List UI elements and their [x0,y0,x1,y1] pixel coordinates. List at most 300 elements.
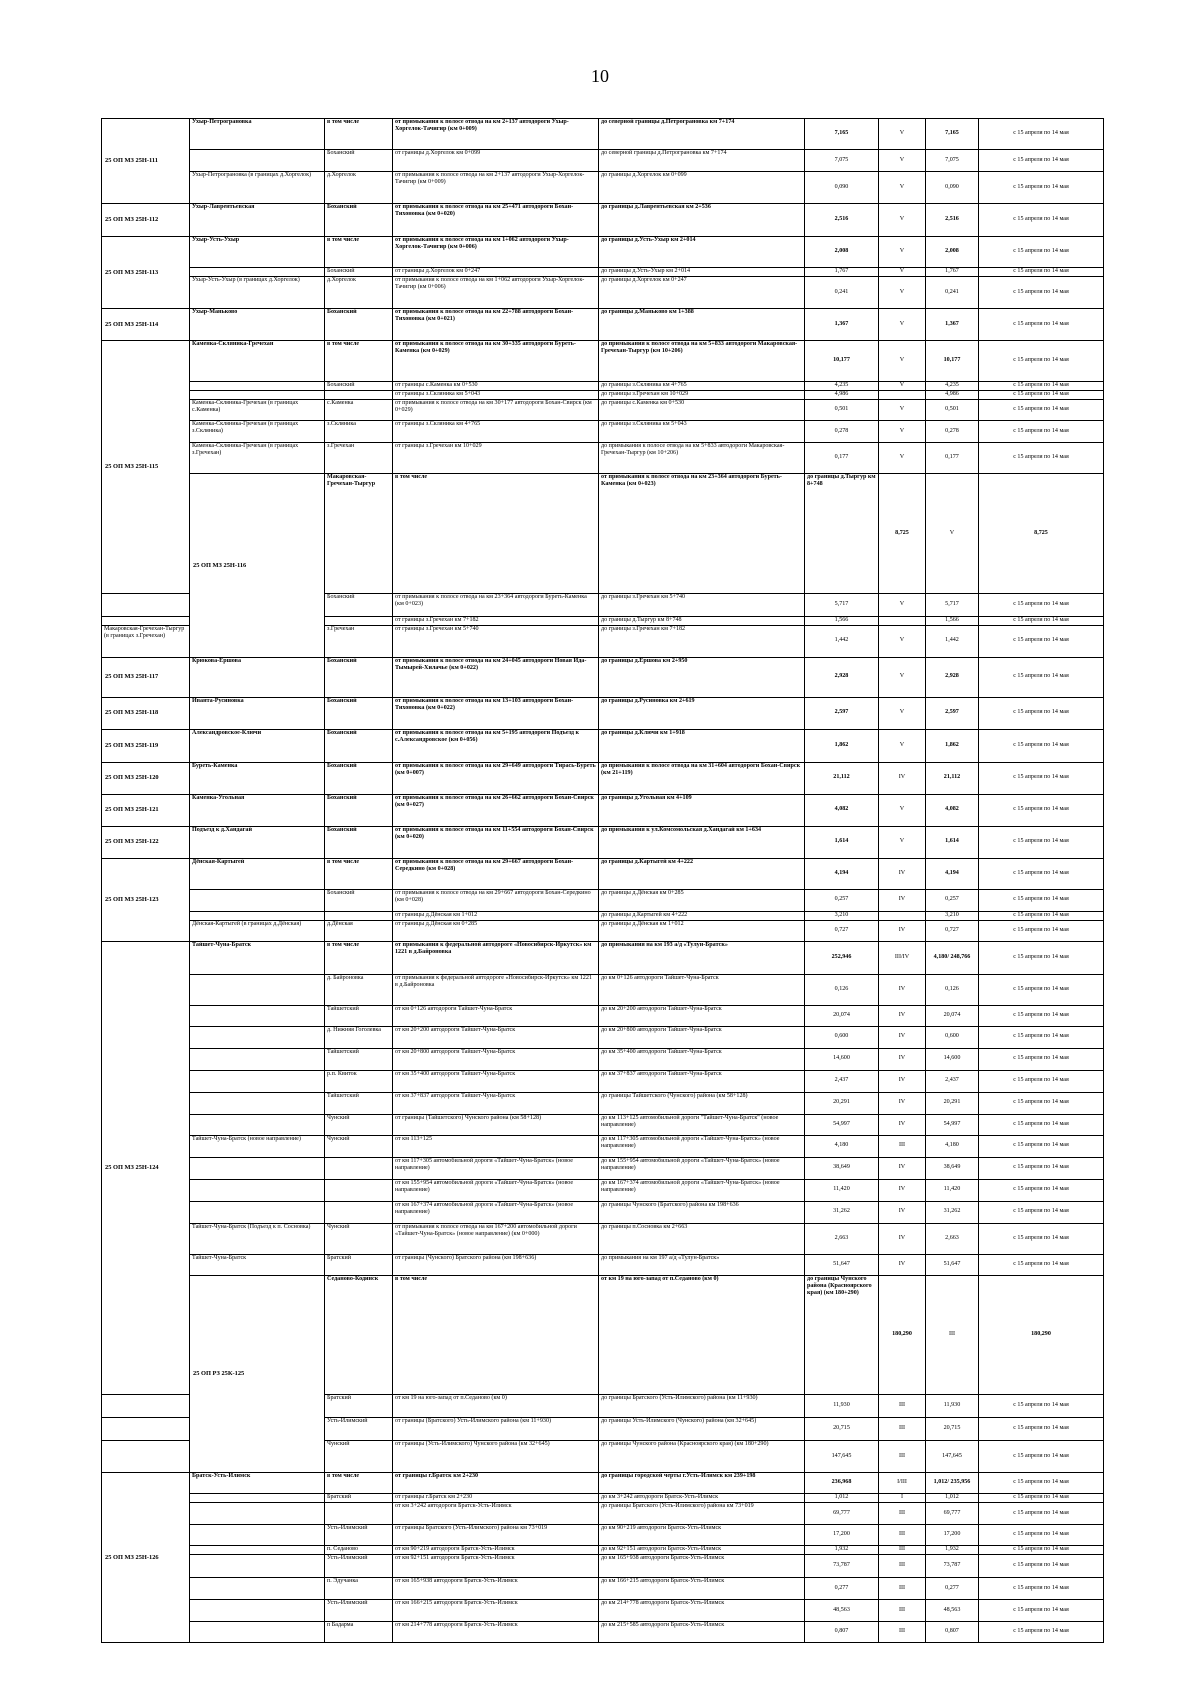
period-cell: с 15 апреля по 14 мая [979,400,1104,421]
to-cell: до км 166+215 автодороги Братск-Усть-Илимск [599,1578,805,1600]
district-cell: в том числе [325,941,393,974]
from-cell: от км 3+242 автодороги Братск-Усть-Илимск [393,1503,599,1525]
to-cell: до примыкания к ул.Комсомольская д.Хандагай км 1+634 [599,826,805,858]
road-id-cell: 25 ОП МЗ 25Н-119 [102,729,190,762]
to-cell: до границы з.Скляника км 5+043 [599,421,805,443]
category-cell: IV [879,1048,926,1070]
category-cell: IV [879,974,926,1005]
to-cell: до км 0+126 автодороги Тайшет-Чуна-Братск [599,974,805,1005]
from-cell: от примыкания к полосе отвода на км 29+649 автодороги Тирась-Буреть (км 0+007) [393,762,599,794]
road-name-cell [190,150,325,172]
district-cell: Боханский [325,794,393,826]
table-row [102,1026,1104,1048]
period-cell: с 15 апреля по 14 мая [979,657,1104,697]
district-cell [325,1503,393,1525]
category-cell: III/IV [879,941,926,974]
district-cell: Боханский [325,593,393,616]
district-cell: в том числе [325,1473,393,1494]
length-total-cell: 17,200 [926,1525,979,1546]
category-cell: III [879,1600,926,1622]
road-name-cell [190,1578,325,1600]
road-id-cell: 25 ОП МЗ 25Н-113 [102,237,190,309]
length-cell: 2,516 [805,204,879,237]
length-total-cell: 14,600 [926,1048,979,1070]
district-cell: Боханский [325,204,393,237]
to-cell: до границы Чунского района (Красноярского края) (км 180+290) [805,1275,879,1395]
road-name-cell [102,1418,190,1441]
category-cell: IV [879,858,926,889]
length-total-cell: 31,262 [926,1201,979,1223]
district-cell: Боханский [325,762,393,794]
period-cell: с 15 апреля по 14 мая [979,1179,1104,1201]
category-cell: IV [879,1114,926,1135]
road-name-cell: Крюкова-Ершова [190,657,325,697]
road-registry-table [101,118,1104,1643]
length-cell: 147,645 [805,1441,879,1473]
district-cell: в том числе [393,1275,599,1395]
table-row [102,309,1104,341]
length-cell: 180,290 [879,1275,926,1395]
to-cell: до границы д.Усть-Ухыр км 2+014 [599,237,805,268]
period-cell: с 15 апреля по 14 мая [979,593,1104,616]
length-total-cell: 7,165 [926,119,979,150]
length-cell: 54,997 [805,1114,879,1135]
length-cell: 17,200 [805,1525,879,1546]
length-total-cell: 4,180 [926,1135,979,1157]
length-cell: 0,600 [805,1026,879,1048]
road-name-cell [102,1395,190,1418]
district-cell: з.Скляника [325,421,393,443]
period-cell: с 15 апреля по 14 мая [979,625,1104,657]
length-total-cell: 2,928 [926,657,979,697]
category-cell: V [879,657,926,697]
table-row [102,1223,1104,1254]
to-cell: до границы д.Ершова км 2+950 [599,657,805,697]
road-registry-body [102,119,1104,1643]
length-total-cell: 4,180/ 248,766 [926,941,979,974]
road-name-cell: Ухыр-Петрограновка (в границах д.Хоргелок) [190,172,325,204]
to-cell: до границы д.Хоргелок км 0+247 [599,277,805,309]
road-name-cell: Тайшет-Чуна-Братск [190,1254,325,1275]
length-total-cell: 5,717 [926,593,979,616]
from-cell: от км 19 на юго-запад от п.Седаново (км 0) [393,1395,599,1418]
category-cell: III [879,1555,926,1578]
length-total-cell: 0,501 [926,400,979,421]
period-cell: с 15 апреля по 14 мая [979,1005,1104,1026]
length-total-cell: 3,210 [926,911,979,920]
road-name-cell [190,974,325,1005]
from-cell: от примыкания к полосе отвода на км 167+200 автомобильной дороги «Тайшет-Чуна-Братск» (новое направление) (км 0+000) [393,1223,599,1254]
length-total-cell: 73,787 [926,1555,979,1578]
length-total-cell: 1,367 [926,309,979,341]
road-name-cell: Тайшет-Чуна-Братск [190,941,325,974]
district-cell: в том числе [325,858,393,889]
road-name-cell: Александровское-Ключи [190,729,325,762]
category-cell: V [879,593,926,616]
from-cell: от границы (Братского) Усть-Илимского района (км 11+930) [393,1418,599,1441]
to-cell: до км 20+800 автодороги Тайшет-Чуна-Братск [599,1026,805,1048]
from-cell: от примыкания к полосе отвода на км 2+137 автодороги Ухыр-Хоргелок-Тачигир (км 0+009) [393,172,599,204]
length-cell: 2,437 [805,1070,879,1092]
table-row [102,1555,1104,1578]
district-cell: Братский [325,1494,393,1503]
length-total-cell: 1,442 [926,625,979,657]
road-name-cell [190,1600,325,1622]
road-name-cell [190,1005,325,1026]
from-cell: от границы г.Братск км 2+230 [393,1473,599,1494]
road-id-cell: 25 ОП МЗ 25Н-126 [102,1473,190,1643]
from-cell: от примыкания к полосе отвода на км 1+062 автодороги Ухыр-Хоргелок-Тачигир (км 0+006) [393,277,599,309]
category-cell: V [879,826,926,858]
period-cell: с 15 апреля по 14 мая [979,1441,1104,1473]
length-cell: 1,566 [805,616,879,625]
road-name-cell: Каменка-Скляника-Гречехан (в границах с.Каменка) [190,400,325,421]
road-id-cell: 25 ОП МЗ 25Н-120 [102,762,190,794]
to-cell: до границы з.Гречехан км 7+182 [599,625,805,657]
from-cell: от границы д.Дёнская км 1+012 [393,911,599,920]
period-cell: с 15 апреля по 14 мая [979,941,1104,974]
table-row [102,697,1104,729]
length-total-cell: 2,008 [926,237,979,268]
district-cell: п. Седаново [325,1546,393,1555]
district-cell: Боханский [325,729,393,762]
from-cell: от примыкания к федеральной автодороге «Новосибирск-Иркутск» км 1221 в д.Байроновка [393,974,599,1005]
road-name-cell [190,1179,325,1201]
period-cell: с 15 апреля по 14 мая [979,421,1104,443]
district-cell: р.п. Квиток [325,1070,393,1092]
period-cell: с 15 апреля по 14 мая [979,1048,1104,1070]
road-name-cell [190,1503,325,1525]
length-cell: 20,291 [805,1092,879,1114]
length-cell: 3,210 [805,911,879,920]
length-cell: 21,112 [805,762,879,794]
length-total-cell: 0,241 [926,277,979,309]
category-cell: III [879,1441,926,1473]
length-total-cell: 0,257 [926,889,979,911]
period-cell: с 15 апреля по 14 мая [979,858,1104,889]
district-cell [325,391,393,400]
road-name-cell [190,889,325,911]
from-cell: от границы (Усть-Илимского) Чунского района (км 32+645) [393,1441,599,1473]
district-cell: д.Дёнская [325,920,393,941]
category-cell: I [879,1494,926,1503]
to-cell: до км 113+125 автомобильной дороги "Тайшет-Чуна-Братск" (новое направление) [599,1114,805,1135]
to-cell: до границы Тайшетского (Чунского) района (км 58+128) [599,1092,805,1114]
length-total-cell: 11,930 [926,1395,979,1418]
table-row [102,382,1104,391]
length-total-cell: 21,112 [926,762,979,794]
district-cell: Боханский [325,150,393,172]
road-name-cell: Тайшет-Чуна-Братск (Подъезд к п. Сосновка) [190,1223,325,1254]
from-cell: от границы д.Хоргелок км 0+099 [393,150,599,172]
to-cell: до северной границы д.Петрограновка км 7+174 [599,150,805,172]
from-cell: от границы г.Братск км 2+230 [393,1494,599,1503]
to-cell: до границы Чунского района (Красноярского края) (км 180+290) [599,1441,805,1473]
from-cell: от границы з.Гречехан км 5+740 [393,625,599,657]
road-name-cell: Иванта-Русиновка [190,697,325,729]
category-cell: V [879,268,926,277]
table-row [102,443,1104,474]
category-cell: IV [879,1070,926,1092]
category-cell: III [879,1503,926,1525]
to-cell: до примыкания к полосе отвода на км 5+833 автодороги Макаровская-Гречехан-Тыргур (км 10+206) [599,341,805,382]
category-cell: V [879,172,926,204]
period-cell: с 15 апреля по 14 мая [979,889,1104,911]
to-cell: до км 90+219 автодороги Братск-Усть-Илимск [599,1525,805,1546]
table-row [102,150,1104,172]
from-cell: от примыкания к полосе отвода на км 5+195 автодороги Подъезд к с.Александровское (км 0+056) [393,729,599,762]
from-cell: от км 167+374 автомобильной дороги «Тайшет-Чуна-Братск» (новое направление) [393,1201,599,1223]
road-name-cell: Седаново-Кодинск [325,1275,393,1395]
category-cell: IV [879,920,926,941]
road-name-cell: Макаровская-Гречехан-Тыргур (в границах з.Гречехан) [102,625,190,657]
from-cell: от км 19 на юго-запад от п.Седаново (км 0) [599,1275,805,1395]
table-row [102,1622,1104,1643]
length-cell: 51,647 [805,1254,879,1275]
period-cell: с 15 апреля по 14 мая [979,382,1104,391]
length-cell: 10,177 [805,341,879,382]
table-row [102,729,1104,762]
road-name-cell: Тайшет-Чуна-Братск (новое направление) [190,1135,325,1157]
from-cell: от границы (Тайшетского) Чунского района (км 58+128) [393,1114,599,1135]
to-cell: до границы Усть-Илимского (Чунского) района (км 32+645) [599,1418,805,1441]
to-cell: до границы д.Хоргелок км 0+099 [599,172,805,204]
length-cell: 1,614 [805,826,879,858]
district-cell: Усть-Илимский [325,1600,393,1622]
table-row [102,1254,1104,1275]
from-cell: от примыкания к федеральной автодороге «Новосибирск-Иркутск» км 1221 в д.Байроновка [393,941,599,974]
district-cell: Боханский [325,309,393,341]
page-number: 10 [591,66,609,86]
period-cell: с 15 апреля по 14 мая [979,729,1104,762]
length-total-cell: 0,277 [926,1578,979,1600]
to-cell: до км 35+400 автодороги Тайшет-Чуна-Братск [599,1048,805,1070]
from-cell: от границы з.Гречехан км 7+182 [393,616,599,625]
table-row [102,474,1104,594]
district-cell: д. Байроновка [325,974,393,1005]
from-cell: от км 37+837 автодороги Тайшет-Чуна-Братск [393,1092,599,1114]
table-row [102,1503,1104,1525]
category-cell: IV [879,1201,926,1223]
length-total-cell: 0,600 [926,1026,979,1048]
to-cell: до границы д.Угольная км 4+109 [599,794,805,826]
length-cell: 0,257 [805,889,879,911]
from-cell: от км 0+126 автодороги Тайшет-Чуна-Братск [393,1005,599,1026]
table-row [102,119,1104,150]
road-name-cell [190,1525,325,1546]
road-name-cell: Подъезд к д.Хандагай [190,826,325,858]
district-cell [325,1201,393,1223]
road-id-cell: 25 ОП МЗ 25Н-111 [102,119,190,204]
length-cell: 0,241 [805,277,879,309]
road-id-cell: 25 ОП МЗ 25Н-118 [102,697,190,729]
from-cell: от примыкания к полосе отвода на км 30+177 автодороги Бохан-Свирск (км 0+029) [393,400,599,421]
table-row [102,1070,1104,1092]
length-total-cell: 38,649 [926,1157,979,1179]
length-cell: 11,930 [805,1395,879,1418]
length-cell: 48,563 [805,1600,879,1622]
from-cell: от примыкания к полосе отвода на км 29+667 автодороги Бохан-Середкино (км 0+028) [393,858,599,889]
table-row [102,237,1104,268]
district-cell: п. Эдучанка [325,1578,393,1600]
length-total-cell: 4,082 [926,794,979,826]
length-cell: 2,663 [805,1223,879,1254]
from-cell: от границы з.Скляника км 4+765 [393,421,599,443]
district-cell [325,616,393,625]
period-cell: с 15 апреля по 14 мая [979,1555,1104,1578]
to-cell: до границы Чунского (Братского) района км 198+636 [599,1201,805,1223]
district-cell: д.Хоргелок [325,172,393,204]
road-name-cell: Ухыр-Маньково [190,309,325,341]
length-cell: 0,277 [805,1578,879,1600]
from-cell: от км 155+954 автомобильной дороги «Тайшет-Чуна-Братск» (новое направление) [393,1179,599,1201]
length-total-cell: 2,437 [926,1070,979,1092]
category-cell: IV [879,1026,926,1048]
table-row [102,1600,1104,1622]
period-cell: с 15 апреля по 14 мая [979,237,1104,268]
length-cell: 7,075 [805,150,879,172]
period-cell: с 15 апреля по 14 мая [979,1026,1104,1048]
length-cell: 1,862 [805,729,879,762]
table-row [102,1494,1104,1503]
table-row [102,1005,1104,1026]
length-total-cell: 20,715 [926,1418,979,1441]
length-total-cell: 4,986 [926,391,979,400]
length-cell: 252,946 [805,941,879,974]
length-cell: 0,278 [805,421,879,443]
to-cell: до км 92+151 автодороги Братск-Усть-Илимск [599,1546,805,1555]
category-cell: IV [879,1254,926,1275]
length-total-cell: 8,725 [979,474,1104,594]
length-total-cell: 0,090 [926,172,979,204]
to-cell: до примыкания к полосе отвода на км 5+833 автодороги Макаровская-Гречехан-Тыргур (км 10+206) [599,443,805,474]
from-cell: от км 165+938 автодороги Братск-Усть-Илимск [393,1578,599,1600]
period-cell: с 15 апреля по 14 мая [979,974,1104,1005]
road-id-cell: 25 ОП МЗ 25Н-123 [102,858,190,941]
table-row [102,889,1104,911]
length-cell: 1,442 [805,625,879,657]
length-total-cell: 4,194 [926,858,979,889]
category-cell: V [879,794,926,826]
from-cell: от примыкания к полосе отвода на км 23+364 автодороги Буреть-Каменка (км 0+023) [599,474,805,594]
length-total-cell: 20,291 [926,1092,979,1114]
length-cell: 14,600 [805,1048,879,1070]
category-cell: III [879,1418,926,1441]
length-total-cell: 1,614 [926,826,979,858]
road-name-cell [190,1092,325,1114]
road-id-cell: 25 ОП МЗ 25Н-121 [102,794,190,826]
table-row [102,1114,1104,1135]
from-cell: от границы с.Каменка км 0+530 [393,382,599,391]
from-cell: от км 113+125 [393,1135,599,1157]
district-cell: Чунский [325,1135,393,1157]
district-cell: Чунский [325,1223,393,1254]
table-row [102,826,1104,858]
road-name-cell: Братск-Усть-Илимск [190,1473,325,1494]
length-cell: 4,986 [805,391,879,400]
to-cell: до границы д.Картыгей км 4+222 [599,911,805,920]
road-name-cell: Каменка-Скляника-Гречехан (в границах з.Гречехан) [190,443,325,474]
road-name-cell [190,1546,325,1555]
period-cell: с 15 апреля по 14 мая [979,1157,1104,1179]
from-cell: от км 35+400 автодороги Тайшет-Чуна-Братск [393,1070,599,1092]
table-row [102,911,1104,920]
period-cell: с 15 апреля по 14 мая [979,309,1104,341]
period-cell: с 15 апреля по 14 мая [979,1254,1104,1275]
district-cell: Усть-Илимский [325,1525,393,1546]
road-name-cell: Каменка-Скляника-Гречехан [190,341,325,382]
category-cell: V [879,729,926,762]
district-cell: д.Хоргелок [325,277,393,309]
from-cell: от примыкания к полосе отвода на км 23+364 автодороги Буреть-Каменка (км 0+023) [393,593,599,616]
period-cell: с 15 апреля по 14 мая [979,1114,1104,1135]
district-cell: Боханский [325,889,393,911]
road-name-cell [190,911,325,920]
period-cell: с 15 апреля по 14 мая [979,119,1104,150]
category-cell: V [879,443,926,474]
to-cell: до км 117+305 автомобильной дороги «Тайшет-Чуна-Братск» (новое направление) [599,1135,805,1157]
to-cell: до границы д.Картыгей км 4+222 [599,858,805,889]
road-name-cell [190,1048,325,1070]
from-cell: от примыкания к полосе отвода на км 25+471 автодороги Бохан-Тихоновка (км 0+020) [393,204,599,237]
table-row [102,1179,1104,1201]
table-row [102,1048,1104,1070]
to-cell: до км 215+585 автодороги Братск-Усть-Илимск [599,1622,805,1643]
period-cell: с 15 апреля по 14 мая [979,1223,1104,1254]
category-cell: V [879,382,926,391]
category-cell: III [879,1135,926,1157]
length-total-cell: 0,126 [926,974,979,1005]
length-cell: 0,501 [805,400,879,421]
length-cell: 0,807 [805,1622,879,1643]
length-total-cell: 2,663 [926,1223,979,1254]
from-cell: от примыкания к полосе отвода на км 29+667 автодороги Бохан-Середкино (км 0+028) [393,889,599,911]
district-cell [325,911,393,920]
category-cell: V [879,341,926,382]
district-cell: п Бадарма [325,1622,393,1643]
length-total-cell: 0,278 [926,421,979,443]
from-cell: от границы д.Хоргелок км 0+247 [393,268,599,277]
length-cell: 5,717 [805,593,879,616]
table-row [102,974,1104,1005]
table-row [102,1275,1104,1395]
to-cell: до границы д.Маньково км 1+388 [599,309,805,341]
to-cell: до границы д.Лаврентьевская км 2+536 [599,204,805,237]
category-cell: V [879,421,926,443]
district-cell: Усть-Илимский [325,1418,393,1441]
to-cell: до примыкания на км 197 а/д «Тулун-Братск» [599,1254,805,1275]
district-cell: Боханский [325,268,393,277]
length-total-cell: 0,727 [926,920,979,941]
length-total-cell: 180,290 [979,1275,1104,1395]
from-cell: от км 92+151 автодороги Братск-Усть-Илимск [393,1555,599,1578]
category-cell: V [879,625,926,657]
category-cell: V [879,119,926,150]
category-cell: IV [879,1005,926,1026]
length-total-cell: 0,177 [926,443,979,474]
road-name-cell [102,616,190,625]
from-cell: от примыкания к полосе отвода на км 26+662 автодороги Бохан-Свирск (км 0+027) [393,794,599,826]
road-name-cell: Ухыр-Усть-Ухыр [190,237,325,268]
road-name-cell: Буреть-Каменка [190,762,325,794]
length-cell: 20,074 [805,1005,879,1026]
to-cell: до км 155+954 автомобильной дороги «Тайшет-Чуна-Братск» (новое направление) [599,1157,805,1179]
road-id-cell: 25 ОП МЗ 25Н-116 [190,474,325,658]
length-cell: 0,177 [805,443,879,474]
to-cell: до км 20+200 автодороги Тайшет-Чуна-Братск [599,1005,805,1026]
category-cell [879,391,926,400]
period-cell: с 15 апреля по 14 мая [979,172,1104,204]
